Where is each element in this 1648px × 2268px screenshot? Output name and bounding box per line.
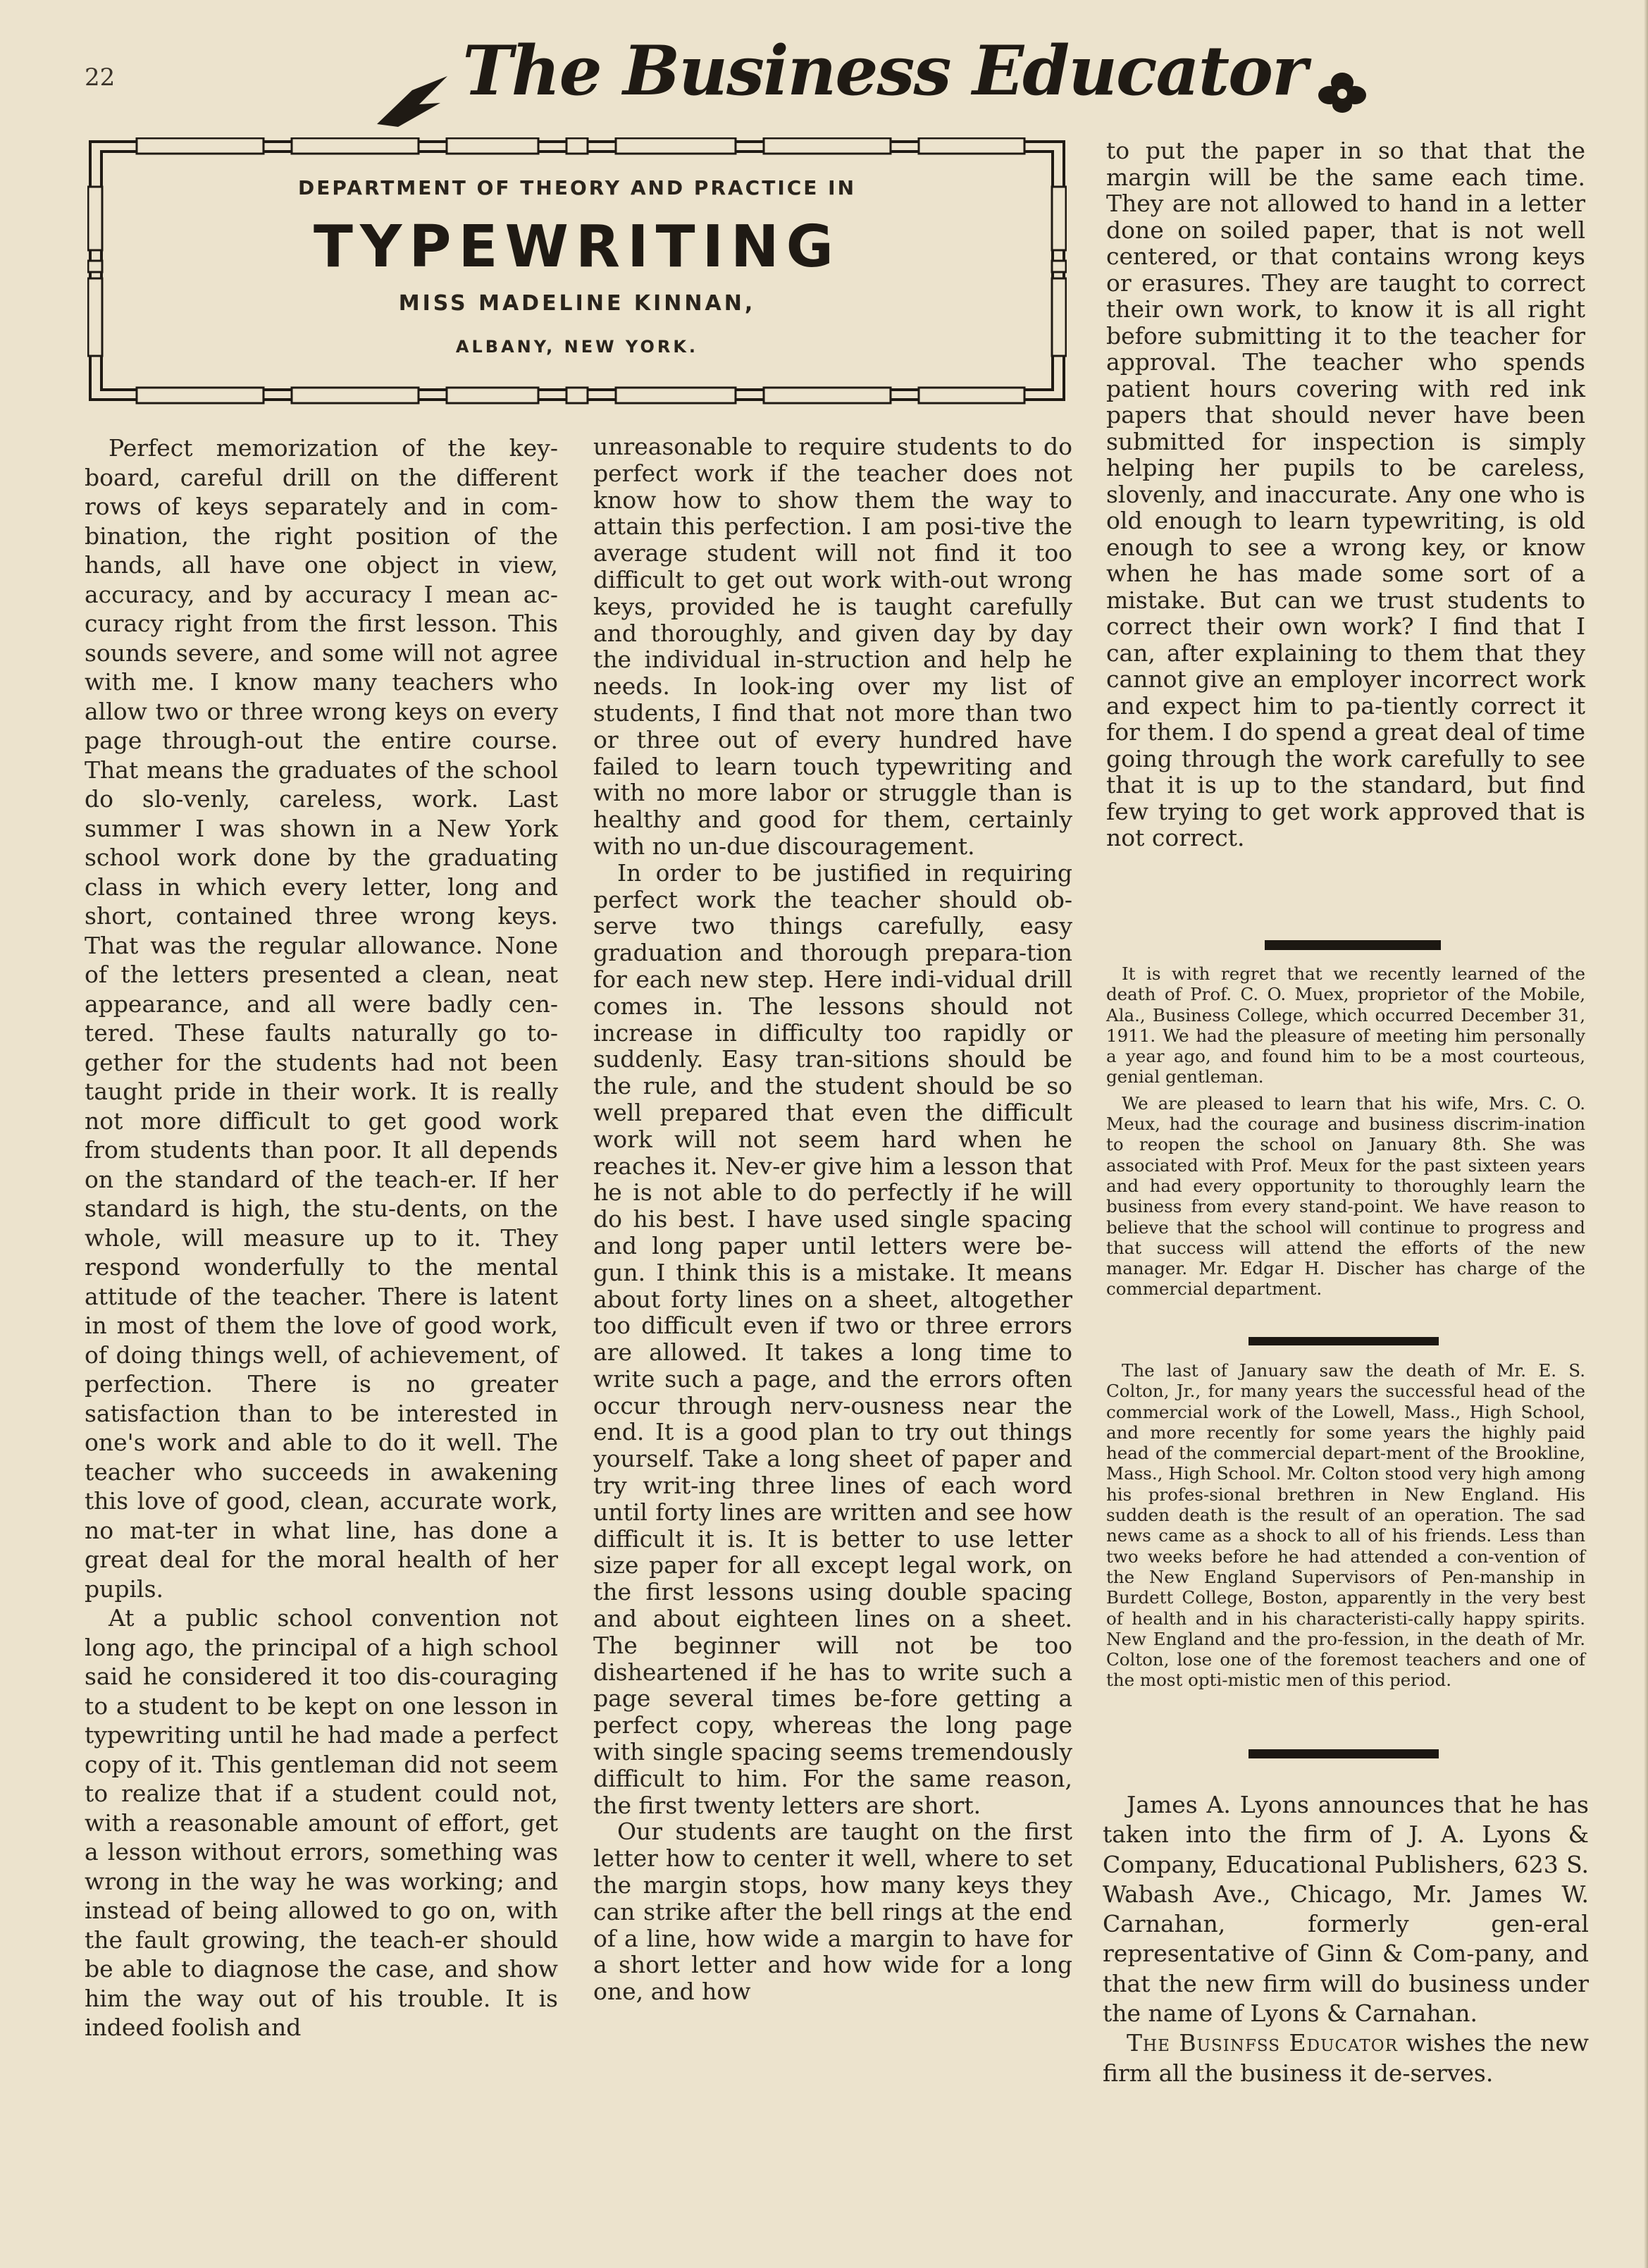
notice-lyons [1103,1790,1589,2088]
notice-paragraph [1103,2028,1589,2088]
page-number: 22 [85,63,116,92]
section-rule [1249,1337,1439,1345]
notice-text: wishes the new firm all the business it de-serves. [1103,2029,1589,2087]
department-line: DEPARTMENT OF THEORY AND PRACTICE IN [297,176,857,199]
article-paragraph: At a public school convention not long ago, the principal of a high school said he considered it too dis-couraging to a student to be kept on one lesson in typewriting until he had made a perfect copy of it. This gentleman did not seem to realize that if a student could not, with a reasonable amount of effort, get a lesson without errors, something was wrong in the way he was working; and instead of being allowed to go on, with the fault growing, the teach-er should be able to diagnose the case, and show him the way out of his trouble. It is indeed foolish and [85,1604,558,2041]
masthead [370,28,1370,113]
section-rule [1265,940,1441,950]
notice-paragraph: James A. Lyons announces that he has taken into the firm of J. A. Lyons & Company, Educational Publishers, 623 S. Wabash Ave., Chicago, Mr. James W. Carnahan, formerly gen-eral representative of Ginn & Com-pany, and that the new firm will do business under the name of Lyons & Carnahan. [1103,1791,1589,2028]
department-title: TYPEWRITING [314,214,841,281]
notice-paragraph: The last of January saw the death of Mr. E. S. Colton, Jr., for many years the successful head of the commercial work of the Lowell, Mass., High School, and more recently for some years the highly paid head of the commercial depart-ment of the Brookline, Mass., High School. Mr. Colton stood very high among his profes-sional brethren in New England. His sudden death is the result of an operation. The sad news came as a shock to all of his friends. Less than two weeks before he had attended a con-vention of the New England Supervisors of Pen-manship in Burdett College, Boston, apparently in the very best of health and in his characteristi-cally happy spirits. New England and the pro-fession, in the death of Mr. Colton, lose one of the foremost teachers and one of the most opti-mistic men of this period. [1106,1360,1585,1691]
floral-ornament-icon [1314,67,1370,116]
page-edge [1644,0,1648,2268]
notice-paragraph: It is with regret that we recently learned of the death of Prof. C. O. Muex, proprietor of the Mobile, Ala., Business College, which occurred December 31, 1911. We had the pleasure of meeting him personally a year ago, and found him to be a most courteous, genial gentleman. [1106,963,1585,1087]
notice-paragraph: We are pleased to learn that his wife, Mrs. C. O. Meux, had the courage and business discrim-ination to reopen the school on January 8th. She was associated with Prof. Meux for the past sixteen years and had every opportunity to thoroughly learn the business from every stand-point. We have reason to believe that the school will continue to progress and that success will attend the efforts of the new manager. Mr. Edgar H. Discher has charge of the commercial department. [1106,1092,1585,1300]
article-paragraph: Perfect memorization of the key-board, careful drill on the different rows of keys separately and in com-bination, the right position of the hands, all have one object in view, accuracy, and by accuracy I mean ac-curacy right from the first lesson. This sounds severe, and some will not agree with me. I know many teachers who allow two or three wrong keys on every page through-out the entire course. That means the graduates of the school do slo-venly, careless, work. Last summer I was shown in a New York school work done by the graduating class in which every letter, long and short, contained three wrong keys. That was the regular allowance. None of the letters presented a clean, neat appearance, and all were badly cen-tered. These faults naturally go to-gether for the students had not been taught pride in their work. It is really not more difficult to get good work from students than poor. It all depends on the standard of the teach-er. If her standard is high, the stu-dents, on the whole, will measure up to it. They respond wonderfully to the mental attitude of the teacher. There is latent in most of them the love of good work, of doing things well, of achievement, of perfection. There is no greater satisfaction than to be interested in one's work and able to do it well. The teacher who succeeds in awakening this love of good, clean, accurate work, no mat-ter in what line, has done a great deal for the moral health of her pupils. [85,434,558,1603]
article-column-3 [1106,137,1585,851]
article-paragraph: In order to be justified in requiring perfect work the teacher should ob-serve two things carefully, easy graduation and thorough prepara-tion for each new step. Here indi-vidual drill comes in. The lessons should not increase in difficulty too rapidly or suddenly. Easy tran-sitions should be the rule, and the student should be so well prepared that even the difficult work will not seem hard when he reaches it. Nev-er give him a lesson that he is not able to do perfectly if he will do his best. I have used single spacing and long paper until letters were be-gun. I think this is a mistake. It means about forty lines on a sheet, altogether too difficult even if two or three errors are allowed. It takes a long time to write such a page, and the errors often occur through nerv-ousness near the end. It is a good plan to try out things yourself. Take a long sheet of paper and try writ-ing three lines of each word until forty lines are written and see how difficult it is. It is better to use letter size paper for all except legal work, on the first lessons using double spacing and about eighteen lines on a sheet. The beginner will not be too disheartened if he has to write such a page several times be-fore getting a perfect copy, whereas the long page with single spacing seems tremendously difficult to him. For the same reason, the first twenty letters are short. [593,858,1072,1819]
article-paragraph: to put the paper in so that that the margin will be the same each time. They are not allowed to hand in a letter done on soiled paper, that is not well centered, or that contains wrong keys or erasures. They are taught to correct their own work, to know it is all right before submitting it to the teacher for approval. The teacher who spends patient hours covering with red ink papers that should never have been submitted for inspection is simply helping her pupils to be careless, slovenly, and inaccurate. Any one who is old enough to learn typewriting, is old enough to see a wrong key, or know when he has made some sort of a mistake. But can we trust students to correct their own work? I find that I can, after explaining to them that they cannot give an employer incorrect work and expect him to pa-tiently correct it for them. I do spend a great deal of time going through the work carefully to see that it is up to the standard, but find few trying to get work approved that is not correct. [1106,137,1585,851]
masthead-title: The Business Educator [462,30,1306,111]
article-paragraph: Our students are taught on the first letter how to center it well, where to set the margin stops, how many keys they can strike after the bell rings at the end of a line, how wide a margin to have for a short letter and how wide for a long one, and how [593,1818,1072,2006]
department-author: MISS MADELINE KINNAN, [398,291,756,316]
article-column-2 [593,433,1072,2005]
department-place: ALBANY, NEW YORK. [455,337,699,357]
quill-arrow-icon [370,69,454,132]
publication-name: The Businfss Educator [1127,2029,1398,2057]
department-header [87,137,1067,405]
notice-muex [1106,963,1585,1300]
notice-colton [1106,1360,1585,1691]
section-rule [1249,1749,1439,1758]
article-column-1 [85,433,558,2042]
article-paragraph: unreasonable to require students to do perfect work if the teacher does not know how to show them the way to attain this perfection. I am posi-tive the average student will not find it too difficult to get out work with-out wrong keys, provided he is taught carefully and thoroughly, and given day by day the individual in-struction and help he needs. In look-ing over my list of students, I find that not more than two or three out of every hundred have failed to learn touch typewriting and with no more labor or struggle than is healthy and good for them, certainly with no un-due discouragement. [593,433,1072,860]
